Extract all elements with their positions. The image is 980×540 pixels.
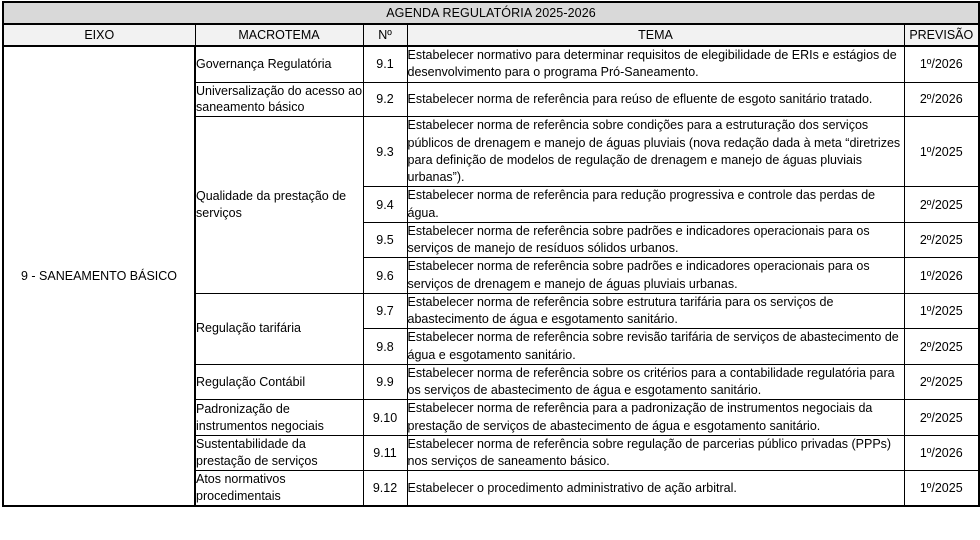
tema-cell: Estabelecer norma de referência para a padronização de instrumentos negociais da prestação de serviços de abastecimento de água e esgotamento sanitário.	[407, 400, 904, 436]
numero-cell: 9.8	[363, 329, 407, 365]
previsao-cell: 2º/2025	[904, 222, 979, 258]
previsao-cell: 2º/2025	[904, 187, 979, 223]
macrotema-cell: Atos normativos procedimentais	[195, 471, 363, 506]
previsao-cell: 2º/2025	[904, 364, 979, 400]
previsao-cell: 2º/2025	[904, 329, 979, 365]
numero-cell: 9.6	[363, 258, 407, 294]
column-header-previsao: PREVISÃO	[904, 24, 979, 46]
numero-cell: 9.4	[363, 187, 407, 223]
tema-cell: Estabelecer norma de referência sobre padrões e indicadores operacionais para os serviços de manejo de resíduos sólidos urbanos.	[407, 222, 904, 258]
tema-cell: Estabelecer norma de referência sobre estrutura tarifária para os serviços de abastecimento de água e esgotamento sanitário.	[407, 293, 904, 329]
column-header-macrotema: MACROTEMA	[195, 24, 363, 46]
agenda-regulatoria-table	[2, 1, 980, 507]
numero-cell: 9.2	[363, 82, 407, 117]
tema-cell: Estabelecer norma de referência para redução progressiva e controle das perdas de água.	[407, 187, 904, 223]
numero-cell: 9.3	[363, 117, 407, 187]
header-row	[3, 24, 979, 46]
numero-cell: 9.10	[363, 400, 407, 436]
tema-cell: Estabelecer norma de referência sobre padrões e indicadores operacionais para os serviços de drenagem e manejo de águas pluviais urbanas.	[407, 258, 904, 294]
column-header-numero: Nº	[363, 24, 407, 46]
column-header-eixo: EIXO	[3, 24, 195, 46]
previsao-cell: 1º/2025	[904, 471, 979, 506]
previsao-cell: 1º/2026	[904, 435, 979, 471]
tema-cell: Estabelecer normativo para determinar requisitos de elegibilidade de ERIs e estágios de desenvolvimento para o programa Pró-Saneamento.	[407, 46, 904, 82]
document-title: AGENDA REGULATÓRIA 2025-2026	[3, 2, 979, 24]
tema-cell: Estabelecer o procedimento administrativo de ação arbitral.	[407, 471, 904, 506]
numero-cell: 9.9	[363, 364, 407, 400]
tema-cell: Estabelecer norma de referência sobre revisão tarifária de serviços de abastecimento de água e esgotamento sanitário.	[407, 329, 904, 365]
table-body	[3, 2, 979, 506]
macrotema-cell: Sustentabilidade da prestação de serviços	[195, 435, 363, 471]
macrotema-cell: Regulação Contábil	[195, 364, 363, 400]
previsao-cell: 1º/2026	[904, 46, 979, 82]
previsao-cell: 1º/2025	[904, 293, 979, 329]
numero-cell: 9.11	[363, 435, 407, 471]
tema-cell: Estabelecer norma de referência sobre regulação de parcerias público privadas (PPPs) nos serviços de saneamento básico.	[407, 435, 904, 471]
macrotema-cell: Governança Regulatória	[195, 46, 363, 82]
tema-cell: Estabelecer norma de referência para reúso de efluente de esgoto sanitário tratado.	[407, 82, 904, 117]
previsao-cell: 1º/2026	[904, 258, 979, 294]
numero-cell: 9.1	[363, 46, 407, 82]
eixo-cell: 9 - SANEAMENTO BÁSICO	[3, 46, 195, 506]
tema-cell: Estabelecer norma de referência sobre os critérios para a contabilidade regulatória para os serviços de abastecimento de água e esgotamento sanitário.	[407, 364, 904, 400]
previsao-cell: 2º/2026	[904, 82, 979, 117]
previsao-cell: 1º/2025	[904, 117, 979, 187]
macrotema-cell: Padronização de instrumentos negociais	[195, 400, 363, 436]
column-header-tema: TEMA	[407, 24, 904, 46]
macrotema-cell: Regulação tarifária	[195, 293, 363, 364]
table-row	[3, 46, 979, 82]
numero-cell: 9.5	[363, 222, 407, 258]
numero-cell: 9.7	[363, 293, 407, 329]
tema-cell: Estabelecer norma de referência sobre condições para a estruturação dos serviços públicos de drenagem e manejo de águas pluviais (nova redação dada à meta “diretrizes para definição de modelos de regulação de drenagem e manejo de águas pluviais urbanas”).	[407, 117, 904, 187]
macrotema-cell: Qualidade da prestação de serviços	[195, 117, 363, 294]
title-row	[3, 2, 979, 24]
previsao-cell: 2º/2025	[904, 400, 979, 436]
numero-cell: 9.12	[363, 471, 407, 506]
macrotema-cell: Universalização do acesso ao saneamento básico	[195, 82, 363, 117]
